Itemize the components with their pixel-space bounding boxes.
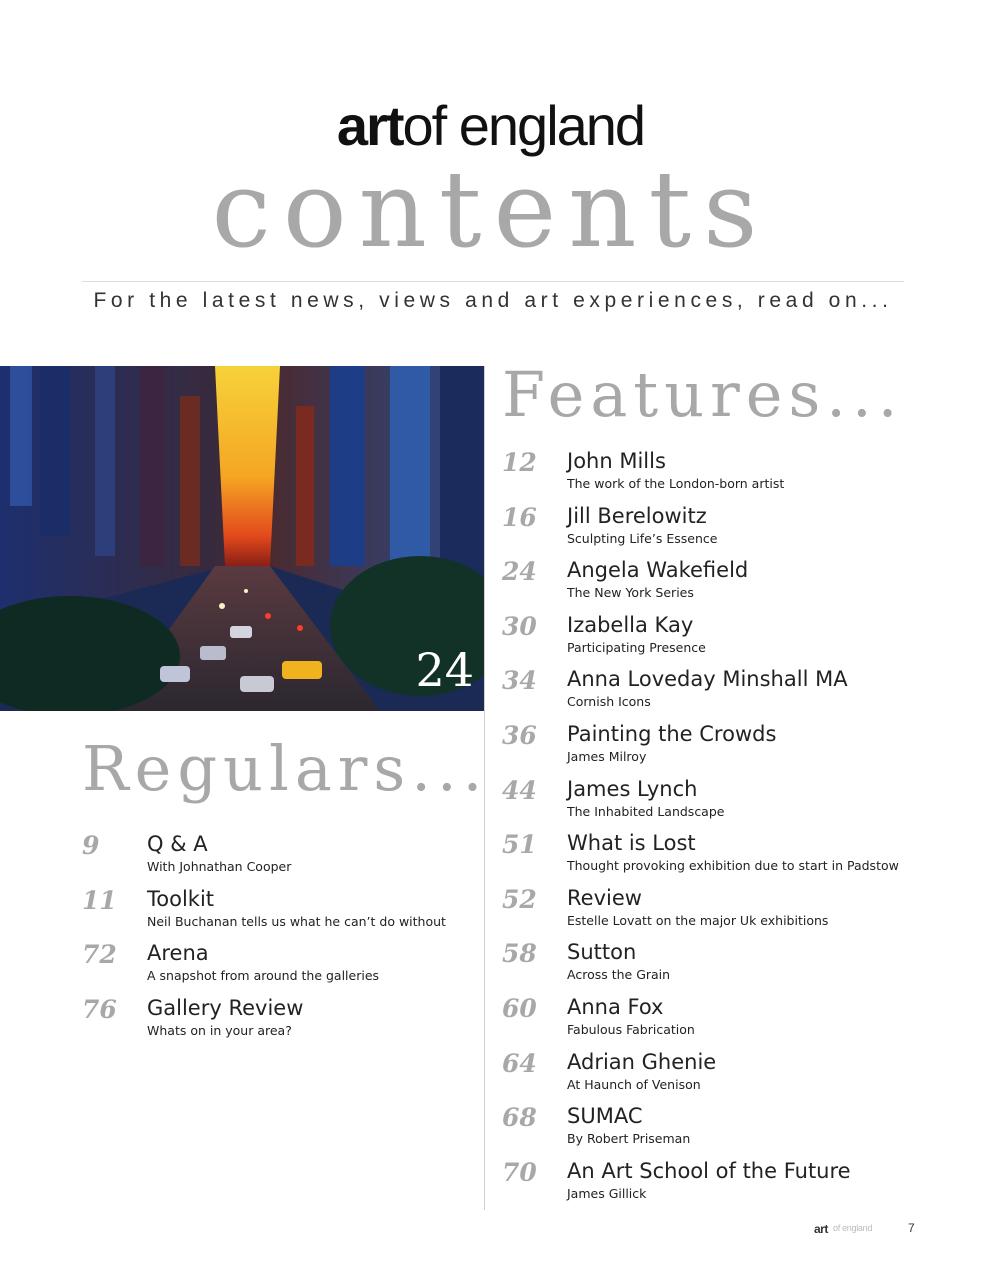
header-divider	[82, 281, 904, 282]
entry-page-number: 44	[502, 775, 537, 805]
entry-subtitle: The New York Series	[567, 585, 694, 601]
entry-page-number: 51	[502, 830, 537, 860]
entry-page-number: 30	[502, 611, 537, 641]
entry-title: SUMAC	[567, 1104, 643, 1129]
entry-subtitle: At Haunch of Venison	[567, 1076, 701, 1092]
entry-subtitle: Across the Grain	[567, 967, 671, 983]
feature-entry[interactable]	[502, 992, 972, 1047]
regular-entry[interactable]	[82, 829, 472, 884]
city-street-painting	[0, 366, 484, 711]
magazine-logo	[0, 96, 981, 156]
entry-page-number: 58	[502, 939, 537, 969]
feature-entry[interactable]	[502, 828, 972, 883]
image-page-number: 24	[415, 643, 474, 697]
entry-page-number: 72	[82, 940, 117, 970]
regulars-list	[82, 829, 472, 1047]
logo-art: art	[336, 94, 403, 157]
feature-entry[interactable]	[502, 501, 972, 556]
feature-entry[interactable]	[502, 1047, 972, 1102]
entry-subtitle: The work of the London-born artist	[567, 476, 785, 491]
entry-title: Gallery Review	[147, 995, 304, 1020]
entry-page-number: 9	[82, 831, 100, 860]
entry-subtitle: The Inhabited Landscape	[567, 803, 725, 819]
feature-entry[interactable]	[502, 937, 972, 992]
entry-page-number: 16	[502, 502, 537, 532]
entry-page-number: 68	[502, 1103, 537, 1133]
entry-title: John Mills	[567, 449, 666, 473]
features-heading: Features...	[502, 358, 904, 431]
feature-entry[interactable]	[502, 719, 972, 774]
entry-subtitle: By Robert Priseman	[567, 1131, 691, 1147]
entry-title: Review	[567, 885, 642, 910]
entry-page-number: 60	[502, 993, 537, 1023]
entry-page-number: 36	[502, 720, 537, 750]
entry-title: Arena	[147, 941, 209, 966]
entry-page-number: 11	[82, 885, 117, 915]
entry-title: Painting the Crowds	[567, 721, 777, 746]
entry-title: An Art School of the Future	[567, 1158, 851, 1183]
entry-title: Angela Wakefield	[567, 558, 749, 583]
entry-page-number: 52	[502, 884, 537, 914]
feature-entry[interactable]	[502, 446, 972, 501]
feature-entry[interactable]	[502, 555, 972, 610]
regulars-heading: Regulars...	[82, 732, 489, 805]
regular-entry[interactable]	[82, 993, 472, 1048]
logo-of-england: of england	[402, 94, 645, 157]
entry-page-number: 24	[502, 557, 537, 587]
page-number: 7	[908, 1221, 915, 1235]
feature-entry[interactable]	[502, 1156, 972, 1211]
entry-title: Sutton	[567, 940, 637, 965]
page-footer	[814, 1220, 924, 1240]
entry-title: Izabella Kay	[567, 612, 694, 637]
page-title: contents	[211, 148, 770, 271]
features-list	[502, 446, 972, 1210]
entry-title: James Lynch	[567, 776, 698, 801]
entry-subtitle: James Gillick	[567, 1185, 647, 1201]
entry-title: Anna Loveday Minshall MA	[567, 667, 848, 692]
feature-entry[interactable]	[502, 1101, 972, 1156]
entry-subtitle: Neil Buchanan tells us what he can’t do without	[147, 913, 446, 929]
entry-subtitle: Thought provoking exhibition due to start in Padstow	[567, 858, 899, 874]
regular-entry[interactable]	[82, 938, 472, 993]
entry-title: Adrian Ghenie	[567, 1049, 717, 1074]
footer-logo-rest: of england	[833, 1223, 873, 1233]
feature-painting	[0, 366, 484, 711]
entry-page-number: 34	[502, 666, 537, 696]
entry-subtitle: James Milroy	[567, 748, 647, 764]
entry-subtitle: A snapshot from around the galleries	[147, 968, 380, 984]
regular-entry[interactable]	[82, 884, 472, 939]
entry-subtitle: Whats on in your area?	[147, 1022, 292, 1038]
entry-subtitle: With Johnathan Cooper	[147, 859, 292, 874]
entry-title: Toolkit	[147, 886, 215, 911]
entry-page-number: 12	[502, 448, 537, 477]
entry-page-number: 76	[82, 994, 117, 1024]
feature-entry[interactable]	[502, 664, 972, 719]
tagline: For the latest news, views and art experiences, read on...	[93, 289, 893, 312]
entry-subtitle: Sculpting Life’s Essence	[567, 530, 718, 546]
entry-title: Jill Berelowitz	[567, 503, 707, 528]
entry-title: Q & A	[147, 832, 208, 856]
feature-entry[interactable]	[502, 610, 972, 665]
entry-subtitle: Cornish Icons	[567, 694, 651, 710]
footer-logo-art: art	[814, 1222, 828, 1236]
feature-entry[interactable]	[502, 774, 972, 829]
entry-title: Anna Fox	[567, 994, 664, 1019]
feature-entry[interactable]	[502, 883, 972, 938]
entry-page-number: 64	[502, 1048, 537, 1078]
entry-title: What is Lost	[567, 831, 696, 856]
entry-subtitle: Fabulous Fabrication	[567, 1021, 695, 1037]
entry-subtitle: Estelle Lovatt on the major Uk exhibitions	[567, 912, 829, 928]
entry-subtitle: Participating Presence	[567, 639, 706, 655]
entry-page-number: 70	[502, 1157, 537, 1187]
